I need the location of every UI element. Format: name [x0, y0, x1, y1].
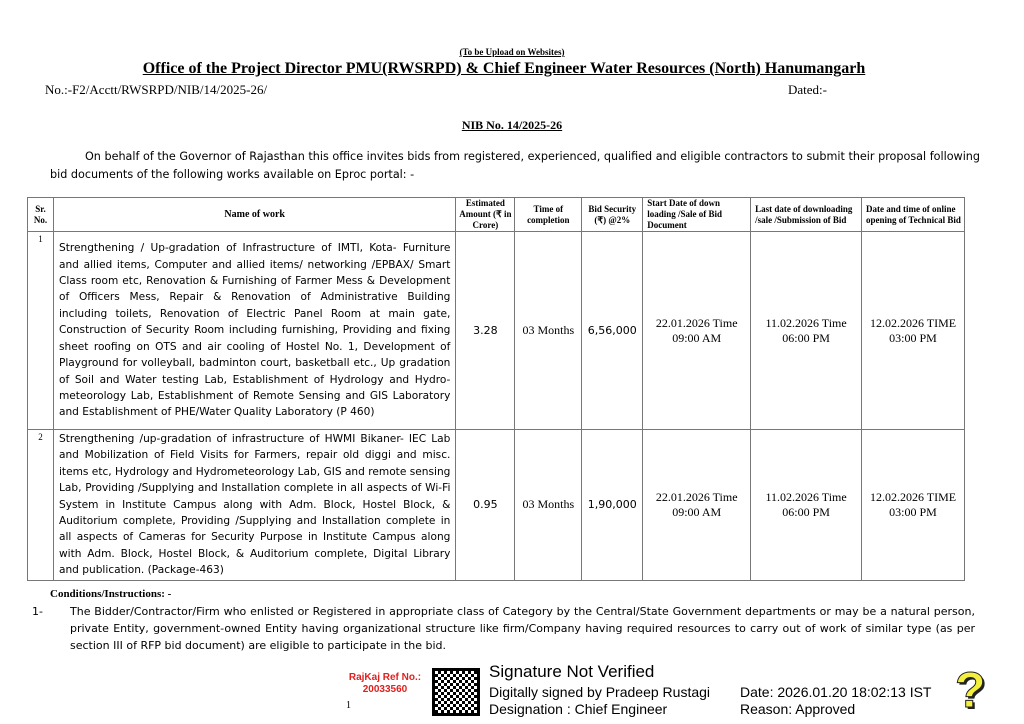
condition-number: 1- [32, 605, 43, 618]
header-opening: Date and time of online opening of Technical Bid [862, 198, 965, 232]
signature-status: Signature Not Verified [489, 662, 655, 681]
rajkaj-ref [330, 672, 440, 696]
header-sr: Sr. No. [28, 198, 54, 232]
work-name-cell: Strengthening /up-gradation of infrastructure of HWMI Bikaner- IEC Lab and Mobilization of Field Visits for Farmers, repair old diggi and misc. items etc, Hydrology and Hydrometeorology Lab, GIS and remote sensing Lab, Providing /Supplying and Installation complete in all aspects of Wi-Fi System in Institute Campus along with Adm. Block, Hostel Block, & Auditorium complete, Providing /Supplying and Installation complete in all aspects of Cameras for Security Purpose in Institute Campus along with Adm. Block, Hostel Block, & Auditorium complete, Digital Library and publication. (Package-463) [53, 430, 455, 581]
security-cell: 1,90,000 [582, 430, 643, 581]
rajkaj-number: 20033560 [362, 684, 408, 695]
header-name: Name of work [53, 198, 455, 232]
signature-date: Date: 2026.01.20 18:02:13 IST [740, 684, 932, 700]
header-last: Last date of downloading /sale /Submission of Bid [751, 198, 862, 232]
table-row [28, 232, 965, 430]
opening-date-cell: 12.02.2026 TIME 03:00 PM [862, 232, 965, 430]
amount-cell: 0.95 [456, 430, 515, 581]
condition-text: The Bidder/Contractor/Firm who enlisted or Registered in appropriate class of Category by the Central/State Government departments or may be a natural person, private Entity, government-owned Entity having organizational structure like firm/Company having required resources to carry out of work of similar type (as per section III of RFP bid document) are eligible to participate in the bid. [70, 605, 975, 652]
header-start: Start Date of down loading /Sale of Bid Document [643, 198, 751, 232]
start-date-cell: 22.01.2026 Time 09:00 AM [643, 232, 751, 430]
sr-cell: 1 [28, 232, 54, 430]
security-cell: 6,56,000 [582, 232, 643, 430]
signature-signed-by: Digitally signed by Pradeep Rustagi [489, 684, 711, 700]
time-cell: 03 Months [515, 430, 582, 581]
page-number: 1 [346, 700, 351, 711]
office-title: Office of the Project Director PMU(RWSRPD) & Chief Engineer Water Resources (North) Hanumangarh [142, 60, 866, 77]
sr-cell: 2 [28, 430, 54, 581]
header-amount: Estimated Amount (₹ in Crore) [456, 198, 515, 232]
signature-question-mark-icon: ? [955, 662, 986, 718]
header-time: Time of completion [515, 198, 582, 232]
reference-number: No.:-F2/Acctt/RWSRPD/NIB/14/2025-26/ [45, 82, 268, 97]
works-table [27, 197, 965, 581]
qr-code-icon [432, 668, 480, 716]
amount-cell: 3.28 [456, 232, 515, 430]
intro-paragraph: On behalf of the Governor of Rajasthan this office invites bids from registered, experienced, qualified and eligible contractors to submit their proposal following bid documents of the following works available on Eproc portal: - [50, 150, 980, 181]
table-row [28, 430, 965, 581]
time-cell: 03 Months [515, 232, 582, 430]
dated-label: Dated:- [788, 82, 827, 97]
start-date-cell: 22.01.2026 Time 09:00 AM [643, 430, 751, 581]
last-date-cell: 11.02.2026 Time 06:00 PM [751, 232, 862, 430]
signature-reason: Reason: Approved [740, 701, 856, 717]
upload-note: (To be Upload on Websites) [459, 47, 565, 57]
opening-date-cell: 12.02.2026 TIME 03:00 PM [862, 430, 965, 581]
conditions-title: Conditions/Instructions: - [50, 588, 172, 600]
rajkaj-label: RajKaj Ref No.: [348, 672, 422, 683]
work-name-cell: Strengthening / Up-gradation of Infrastructure of IMTI, Kota- Furniture and allied items, Computer and allied items/ networking /EPBAX/ Smart Class room etc, Renovation & Furnishing of Farmer Mess & Development of Officers Mess, Repair & Renovation of Administrative Building including toilets, Renovation of Electric Panel Room at main gate, Construction of Security Room including furnishing, Providing and fixing sheet roofing on OTS and air cooling of Hostel No. 1, Development of Playground for volleyball, badminton court, basketball etc., Up gradation of Soil and Water testing Lab, Establishment of Hydrology and Hydro-meteorology Lab, Establishment of Remote Sensing and GIS Laboratory and Establishment of PHE/Water Quality Laboratory (P 460) [53, 232, 455, 430]
header-security: Bid Security (₹) @2% [582, 198, 643, 232]
nib-number: NIB No. 14/2025-26 [461, 118, 563, 132]
signature-designation: Designation : Chief Engineer [489, 701, 668, 717]
last-date-cell: 11.02.2026 Time 06:00 PM [751, 430, 862, 581]
table-header-row [28, 198, 965, 232]
